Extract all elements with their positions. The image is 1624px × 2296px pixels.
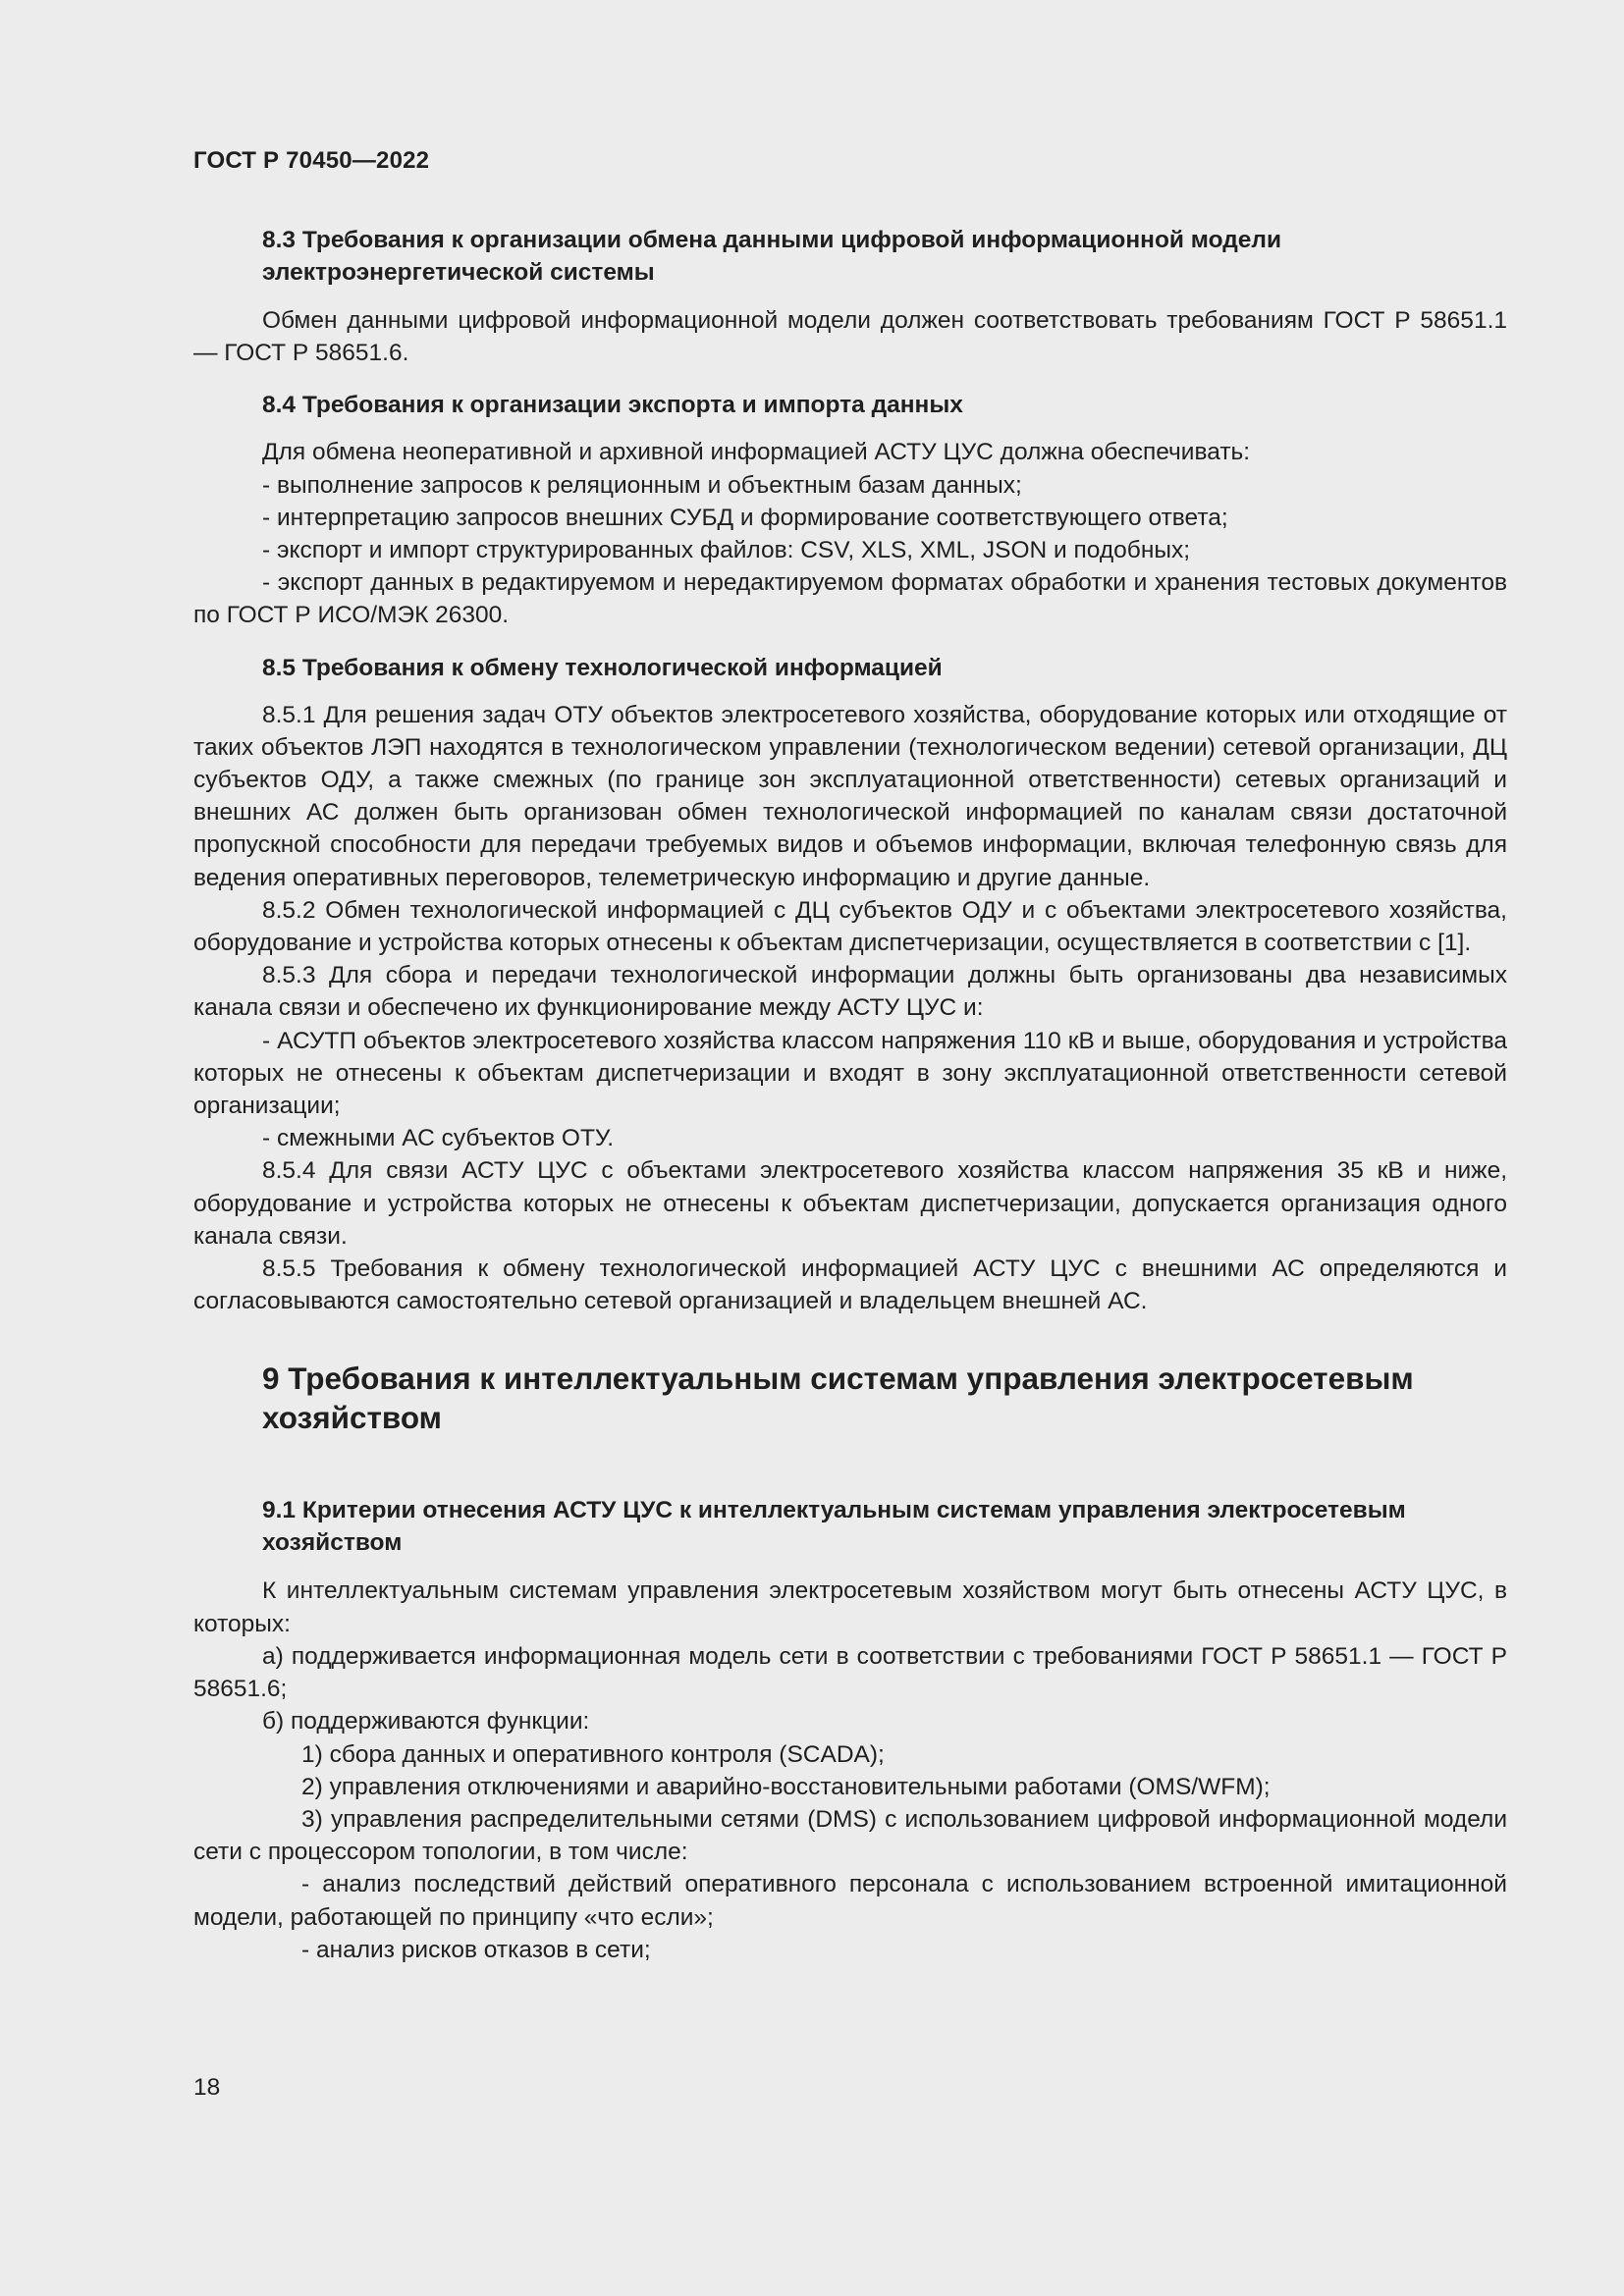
clause-8-5-5: 8.5.5 Требования к обмену технологической информацией АСТУ ЦУС с внешними АС определяются и согласовываются самостоятельно сетевой организацией и владельцем внешней АС.	[193, 1255, 1507, 1315]
section-9-title: 9 Требования к интеллектуальным системам управления электросетевым хозяйством	[262, 1361, 1414, 1436]
section-8-4-intro: Для обмена неоперативной и архивной информацией АСТУ ЦУС должна обеспечивать:	[262, 439, 1251, 466]
clause-8-5-3-item: - смежными АС субъектов ОТУ.	[262, 1125, 615, 1152]
section-8-5-title: 8.5 Требования к обмену технологической информацией	[262, 654, 943, 681]
function-item-3: 3) управления распределительными сетями (DMS) с использованием цифровой информационной модели сети с процессором топологии, в том числе:	[193, 1805, 1507, 1866]
function-item-2: 2) управления отключениями и аварийно-восстановительными работами (OMS/WFM);	[301, 1773, 1271, 1800]
function-subitem: - анализ рисков отказов в сети;	[301, 1936, 651, 1963]
page-content	[193, 224, 1507, 1966]
section-9-1-item-b: б) поддерживаются функции:	[262, 1708, 590, 1735]
section-8-3-title: 8.3 Требования к организации обмена данными цифровой информационной модели электроэнергетической системы	[262, 227, 1282, 286]
section-9-1-intro: К интеллектуальным системам управления электросетевым хозяйством могут быть отнесены АСТУ ЦУС, в которых:	[193, 1577, 1507, 1637]
clause-8-5-3-item: - АСУТП объектов электросетевого хозяйства классом напряжения 110 кВ и выше, оборудования и устройства которых не отнесены к объектам диспетчеризации и входят в зону эксплуатационной ответственности сетевой организации;	[193, 1027, 1507, 1120]
section-8-3-paragraph: Обмен данными цифровой информационной модели должен соответствовать требованиям ГОСТ Р 58651.1 — ГОСТ Р 58651.6.	[193, 307, 1507, 367]
section-8-4-item: - выполнение запросов к реляционным и объектным базам данных;	[262, 471, 1022, 499]
page-number: 18	[193, 2074, 221, 2101]
section-8-4-title: 8.4 Требования к организации экспорта и импорта данных	[262, 392, 963, 419]
clause-8-5-4: 8.5.4 Для связи АСТУ ЦУС с объектами электросетевого хозяйства классом напряжения 35 кВ и ниже, оборудование и устройства которых не отнесены к объектам диспетчеризации, допускается организация одного канала связи.	[193, 1157, 1507, 1250]
section-8-4-item: - экспорт данных в редактируемом и нередактируемом форматах обработки и хранения тестовых документов по ГОСТ Р ИСО/МЭК 26300.	[193, 569, 1507, 629]
section-8-4-item: - экспорт и импорт структурированных файлов: CSV, XLS, XML, JSON и подобных;	[262, 537, 1191, 564]
section-9-1-item-a: а) поддерживается информационная модель сети в соответствии с требованиями ГОСТ Р 58651.1 — ГОСТ Р 58651.6;	[193, 1642, 1507, 1703]
function-item-1: 1) сбора данных и оперативного контроля (SCADA);	[301, 1740, 885, 1768]
section-9-1-title: 9.1 Критерии отнесения АСТУ ЦУС к интеллектуальным системам управления электросетевым хозяйством	[262, 1497, 1406, 1557]
clause-8-5-1: 8.5.1 Для решения задач ОТУ объектов электросетевого хозяйства, оборудование которых или отходящие от таких объектов ЛЭП находятся в технологическом управлении (технологическом ведении) сетевой организации, ДЦ субъектов ОДУ, а также смежных (по границе зон эксплуатационной ответственности) сетевых организаций и внешних АС должен быть организован обмен технологической информацией по каналам связи достаточной пропускной способности для передачи требуемых видов и объемов информации, включая телефонную связь для ведения оперативных переговоров, телеметрическую информацию и другие данные.	[193, 701, 1507, 891]
clause-8-5-2: 8.5.2 Обмен технологической информацией с ДЦ субъектов ОДУ и с объектами электросетевого хозяйства, оборудование и устройства которых отнесены к объектам диспетчеризации, осуществляется в соответствии с [1].	[193, 896, 1507, 957]
function-subitem: - анализ последствий действий оперативного персонала с использованием встроенной имитационной модели, работающей по принципу «что если»;	[193, 1871, 1507, 1931]
clause-8-5-3: 8.5.3 Для сбора и передачи технологической информации должны быть организованы два независимых канала связи и обеспечено их функционирование между АСТУ ЦУС и:	[193, 962, 1507, 1022]
section-8-4-item: - интерпретацию запросов внешних СУБД и формирование соответствующего ответа;	[262, 504, 1228, 531]
running-header: ГОСТ Р 70450—2022	[193, 147, 430, 174]
